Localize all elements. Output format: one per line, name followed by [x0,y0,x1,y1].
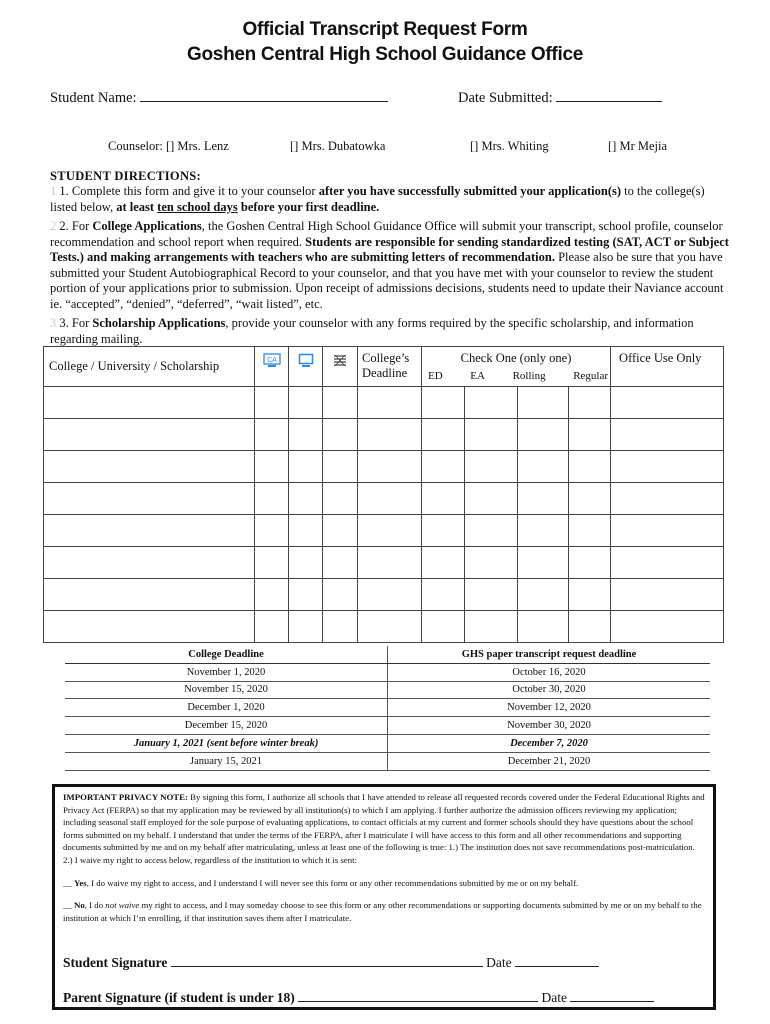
counselor-option-lenz[interactable]: [] Mrs. Lenz [165,139,229,153]
direction-1-text-d: at least [116,199,158,214]
svg-text:CA: CA [266,357,277,364]
check-one-header [422,347,611,387]
ghs-deadline-header: GHS paper transcript request deadline [388,646,711,663]
table-row [65,752,710,770]
ghs-deadline-cell: November 30, 2020 [388,717,711,735]
college-deadline-cell: November 1, 2020 [65,663,388,681]
direction-1-marker: 1 [50,184,57,198]
table-row[interactable] [44,579,724,611]
date-submitted-input[interactable] [556,89,662,102]
direction-1-text-c: to the college(s) listed below, [50,184,705,214]
direction-1 [50,184,730,215]
table-row [65,717,710,735]
waive-no-blank[interactable]: __ [63,900,74,911]
privacy-note-lead: IMPORTANT PRIVACY NOTE: [63,792,188,802]
college-deadline-cell: January 15, 2021 [65,752,388,770]
office-title: Goshen Central High School Guidance Office [187,44,583,65]
date-submitted-label: Date Submitted: [458,90,553,106]
waive-yes-option[interactable] [63,877,705,890]
direction-3-text-b: Scholarship Applications [92,316,226,330]
table-row[interactable] [44,515,724,547]
parent-signature-label: Parent Signature (if student is under 18) [63,990,295,1005]
waive-no-text-italic: not waive [105,900,140,911]
directions-heading: STUDENT DIRECTIONS: [50,169,201,183]
table-row[interactable] [44,611,724,643]
direction-3-text-c: , provide your counselor with any forms required by the specific scholarship, and information regarding mailing. [50,316,694,346]
paper-column-header [323,347,358,387]
check-option-rolling: Rolling [512,370,546,382]
direction-2-text-a: 2. For [59,219,93,233]
student-date-input[interactable] [515,956,599,967]
direction-2-text-c: , the Goshen Central High School Guidance Office will submit your transcript, school profile, counselor recommendation and school report when required. [50,219,723,249]
table-row[interactable] [44,419,724,451]
common-app-icon [263,353,281,373]
direction-1-text-f: before your first deadline. [237,199,380,214]
computer-icon [298,353,314,372]
direction-3-text-a: 3. For [59,316,93,330]
parent-signature-input[interactable] [298,991,538,1002]
direction-1-text-a: 1. Complete this form and give it to your counselor [59,184,319,198]
date-submitted-field[interactable] [458,89,662,107]
ghs-deadline-cell: December 21, 2020 [388,752,711,770]
waive-yes-text: , I do waive my right to access, and I understand I will never see this form or any other recommendations submitted by me or on my behalf. [86,877,579,888]
office-use-header: Office Use Only [611,347,724,387]
waive-no-option[interactable] [63,899,705,924]
college-column-header: College / University / Scholarship [44,347,255,387]
direction-3-marker: 3 [50,316,57,330]
direction-2 [50,219,730,312]
waive-no-text-b: my right to access, and I may someday choose to see this form or any other recommendations or supporting documents submitted by me or on my behalf to the institution at which I’m enrolling, if that institution saves them after I matriculate. [63,900,702,923]
table-row [65,681,710,699]
ghs-deadline-cell: October 16, 2020 [388,663,711,681]
deadline-header-row [65,646,710,663]
direction-2-text-b: College Applications [92,219,202,233]
waive-yes-blank[interactable]: __ [63,877,74,888]
check-option-ed: ED [428,370,443,382]
check-option-regular: Regular [573,370,609,382]
table-row [65,663,710,681]
privacy-note-body: By signing this form, I authorize all schools that I have attended to release all requested records covered under the Federal Educational Rights and Privacy Act (FERPA) so that my application may be reviewed by all institution(s) to which I am applying. I further authorize the admission officers reviewing my application; including seasonal staff employed for the sole purpose of evaluating applications, to contact officials at my current and former schools should they have questions about the school forms submitted on my behalf. I understand that under the terms of the FERPA, after I matriculate I will have access to this form and all other recommendations and supporting documents submitted by me and on my behalf after matriculating, unless at least one of the following is true: 1.) The institution does not save recommendations post-matriculation. 2.) I waive my right to access below, regardless of the institution to which it is sent: [63,792,705,865]
check-one-label: Check One (only one) [460,351,572,365]
college-deadline-header: College Deadline [65,646,388,663]
college-list-table [43,346,724,643]
online-column-header [289,347,323,387]
table-row[interactable] [44,451,724,483]
college-deadline-cell: January 1, 2021 (sent before winter break) [65,734,388,752]
ghs-deadline-cell: December 7, 2020 [388,734,711,752]
paper-mail-icon [332,353,348,372]
form-title: Official Transcript Request Form [242,19,528,40]
waive-no-text-a: , I do [84,900,106,911]
table-header-row [44,347,724,387]
ghs-deadline-cell: October 30, 2020 [388,681,711,699]
direction-2-text-e: Please also be sure that you have submitted your Student Autobiographical Record to your counselor, and that you have met with your counselor to review the student portion of your applications prior to submission. Upon receipt of admissions decisions, students need to update their Naviance account ie. “accepted”, “denied”, “deferred”, “wait listed”, etc. [50,250,724,311]
check-option-ea: EA [470,370,485,382]
student-signature-input[interactable] [171,956,483,967]
common-app-column-header [255,347,289,387]
student-date-label: Date [486,955,512,970]
parent-date-label: Date [541,990,568,1005]
table-row[interactable] [44,547,724,579]
college-deadline-cell: December 1, 2020 [65,699,388,717]
table-row[interactable] [44,387,724,419]
direction-2-marker: 2 [50,219,57,233]
college-deadline-cell: November 15, 2020 [65,681,388,699]
table-row[interactable] [44,483,724,515]
check-options [422,370,610,382]
counselor-lenz[interactable] [108,139,229,154]
parent-signature-line[interactable] [63,990,654,1006]
direction-1-text-e: ten school days [157,199,238,214]
privacy-note-box [52,784,716,1010]
counselor-option-mejia[interactable]: [] Mr Mejia [608,139,668,153]
counselor-option-whiting[interactable]: [] Mrs. Whiting [470,139,549,153]
table-row [65,734,710,752]
student-signature-line[interactable] [63,955,599,971]
privacy-note-text [63,791,705,867]
student-name-field[interactable] [50,89,388,107]
student-name-label: Student Name: [50,90,137,106]
deadline-column-header: College’s Deadline [358,347,422,387]
counselor-label: Counselor: [108,139,163,153]
college-deadline-cell: December 15, 2020 [65,717,388,735]
direction-3 [50,316,730,347]
direction-1-text-b: after you have successfully submitted your application(s) [318,184,622,198]
student-signature-label: Student Signature [63,955,168,970]
counselor-option-dubatowka[interactable]: [] Mrs. Dubatowka [290,139,386,153]
direction-2-text-d: Students are responsible for sending standardized testing (SAT, ACT or Subject Tests.) and making arrangements with teachers who are submitting letters of recommendation. [50,234,729,264]
waive-yes-label: Yes [74,877,87,888]
student-name-input[interactable] [140,89,388,102]
waive-no-label: No [74,900,85,911]
table-row [65,699,710,717]
parent-date-input[interactable] [570,991,654,1002]
ghs-deadline-cell: November 12, 2020 [388,699,711,717]
deadline-table [65,646,710,771]
